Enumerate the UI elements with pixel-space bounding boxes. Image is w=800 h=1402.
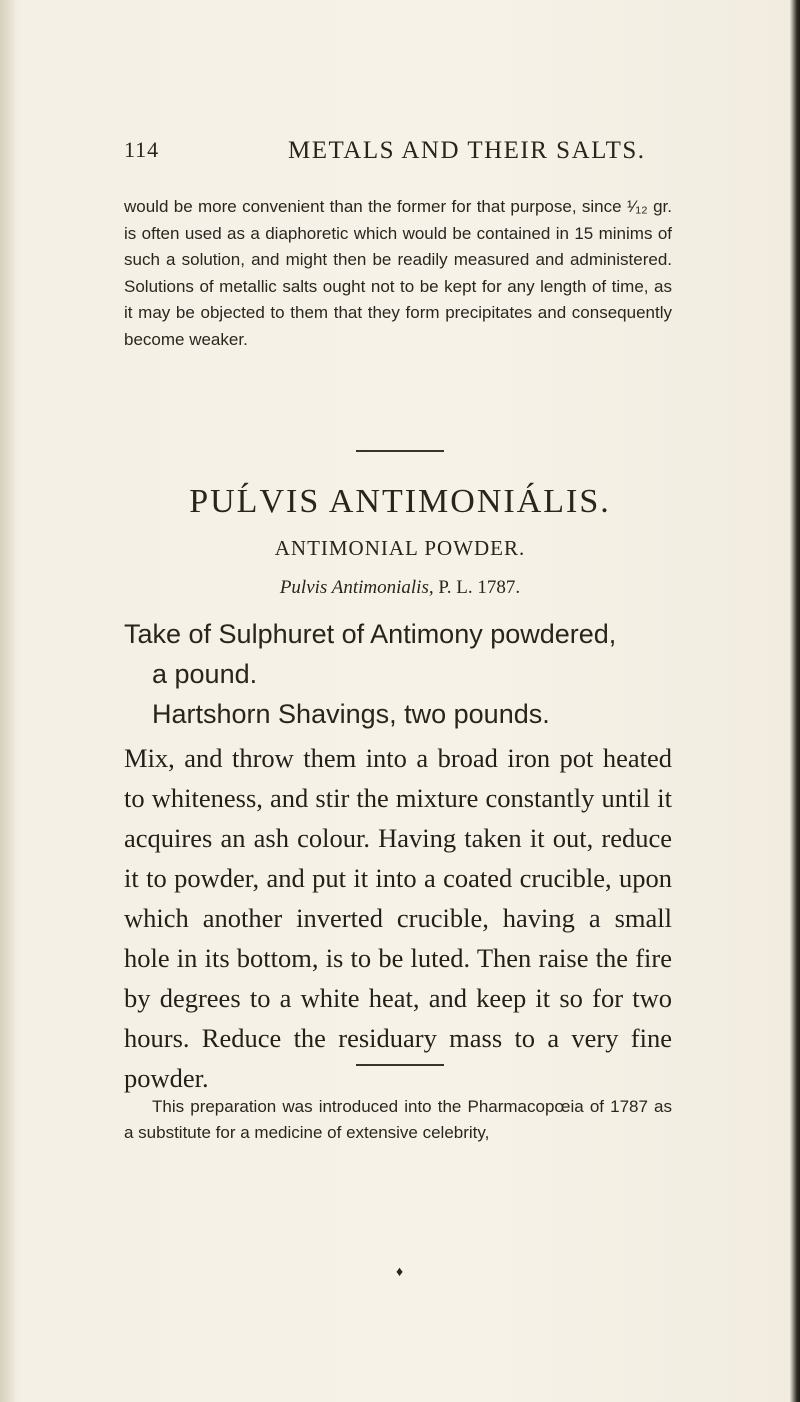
page-number: 114 (124, 137, 160, 162)
ingredient-line-1: Take of Sulphuret of Antimony powdered, (124, 619, 617, 649)
page-header (124, 137, 664, 173)
section-subtitle: ANTIMONIAL POWDER. (274, 536, 526, 560)
pharmacopoeia-reference (0, 577, 800, 599)
ingredient-line-2: a pound. (152, 659, 258, 689)
recipe-ingredients (124, 614, 684, 734)
ingredient-line-3: Hartshorn Shavings, two pounds. (152, 699, 550, 729)
footnote-paragraph: This preparation was introduced into the Pharmacopœia of 1787 as a substitute for a medicine of extensive celebrity, (124, 1097, 672, 1142)
reference-name: Pulvis Antimonialis, (279, 577, 434, 598)
running-title: METALS AND THEIR SALTS. (288, 137, 646, 164)
page-left-edge (0, 0, 14, 1402)
reference-edition: P. L. 1787. (433, 577, 521, 598)
section-title: PUĹVIS ANTIMONIÁLIS. (189, 483, 611, 520)
section-divider-top (356, 450, 444, 452)
directions-paragraph: Mix, and throw them into a broad iron pot heated to whiteness, and stir the mixture constantly until it acquires an ash colour. Having taken it out, reduce it to powder, and put it into a coated crucible, upon which another inverted crucible, having a small hole in its bottom, is to be luted. Then raise the fire by degrees to a white heat, and keep it so for two hours. Reduce the residuary mass to a very fine powder. (124, 743, 672, 1093)
printer-mark: ♦ (396, 1265, 404, 1280)
section-divider-bottom (356, 1064, 444, 1066)
page-right-edge (790, 0, 800, 1402)
intro-paragraph: would be more convenient than the former for that purpose, since ¹⁄₁₂ gr. is often used as a diaphoretic which would be contained in 15 minims of such a solution, and might then be readily measured and administered. Solutions of metallic salts ought not to be kept for any length of time, as it may be objected to them that they form precipitates and consequently become weaker. (124, 197, 672, 349)
